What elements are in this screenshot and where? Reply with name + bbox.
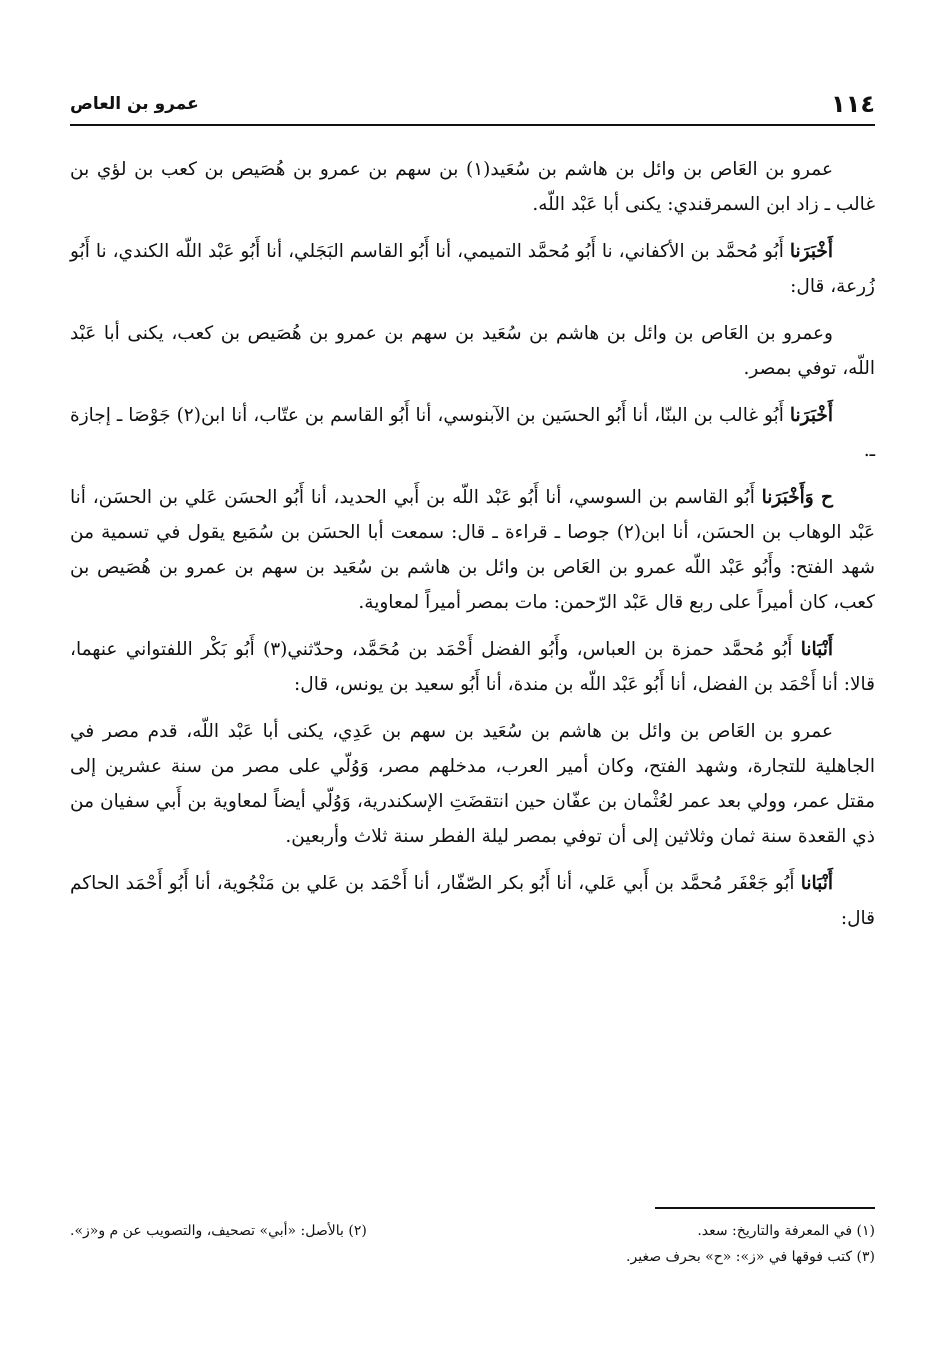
paragraph-5: ح وَأَخْبَرَنا أَبُو القاسم بن السوسي، أنا أَبُو عَبْد اللّه بن أَبي الحديد، أنا أَبُو الحسَن عَلي بن الحسَن، أنا عَبْد الوهاب بن الحسَن، أنا ابن(٢) جوصا ـ قراءة ـ قال: سمعت أبا الحسَن بن سُمَيع يقول في تسمية من شهد الفتح: وأَبُو عَبْد اللّه عمرو بن العَاص بن وائل بن هاشم بن سُعَيد بن سهم بن عمرو بن هُصَيص بن كعب، كان أميراً على ربع قال عَبْد الرّحمن: مات بمصر أميراً لمعاوية.: [70, 487, 875, 613]
footnote-row: [70, 1244, 875, 1270]
main-text: [70, 152, 875, 948]
isnad-lead: أَخْبَرَنا: [789, 405, 833, 426]
header-rule: [70, 124, 875, 126]
footnote-2: (٢) بالأصل: «أبي» تصحيف، والتصويب عن م و«ز».: [70, 1223, 367, 1239]
footnote-rule: [655, 1207, 875, 1209]
page-header: [70, 88, 875, 122]
paragraph-7: عمرو بن العَاص بن وائل بن هاشم بن سُعَيد بن سهم بن عَدِي، يكنى أبا عَبْد اللّه، قدم مصر في الجاهلية للتجارة، وشهد الفتح، وكان أمير العرب، مدخلهم مصر، وَوُلّي على مصر من سنة عشرين إلى مقتل عمر، وولي بعد عمر لعُثْمان بن عفّان حين انتقضَتِ الإسكندرية، وَوُلّي أيضاً لمعاوية بن أَبي سفيان من ذي القعدة سنة ثمان وثلاثين إلى أن توفي بمصر ليلة الفطر سنة ثلاث وأربعين.: [70, 721, 875, 847]
book-page: [70, 80, 875, 1300]
footnotes: [70, 1218, 875, 1270]
paragraph-8: أَنْبَانا أَبُو جَعْفَر مُحمَّد بن أَبي عَلي، أنا أَبُو بكر الصّفّار، أنا أَحْمَد بن عَلي بن مَنْجُوية، أنا أَبُو أَحْمَد الحاكم قال:: [70, 873, 875, 929]
page-number: ١١٤: [831, 90, 875, 118]
isnad-lead: أَنْبَانا: [800, 639, 834, 660]
footnote-3: (٣) كتب فوقها في «ز»: «ح» بحرف صغير.: [626, 1249, 875, 1265]
isnad-lead: أَخْبَرَنا: [789, 241, 833, 262]
paragraph-2: أَخْبَرَنا أَبُو مُحمَّد بن الأكفاني، نا أَبُو مُحمَّد التميمي، أنا أَبُو القاسم البَجَلي، أنا أَبُو عَبْد اللّه الكندي، نا أَبُو زُرعة، قال:: [70, 241, 875, 297]
footnote-row: [70, 1218, 875, 1244]
footnote-1: (١) في المعرفة والتاريخ: سعد.: [697, 1223, 875, 1239]
paragraph-6: أَنْبَانا أَبُو مُحمَّد حمزة بن العباس، وأَبُو الفضل أَحْمَد بن مُحَمَّد، وحدّثني(٣) أَبُو بَكْر اللفتواني عنهما، قالا: أنا أَحْمَد بن الفضل، أنا أَبُو عَبْد اللّه بن مندة، أنا أَبُو سعيد بن يونس، قال:: [70, 639, 875, 695]
isnad-lead: ح وَأَخْبَرَنا: [761, 487, 833, 508]
paragraph-3: وعمرو بن العَاص بن وائل بن هاشم بن سُعَيد بن سهم بن عمرو بن هُصَيص بن كعب، يكنى أبا عَبْد اللّه، توفي بمصر.: [70, 323, 875, 379]
paragraph-1: عمرو بن العَاص بن وائل بن هاشم بن سُعَيد(١) بن سهم بن عمرو بن هُصَيص بن كعب بن لؤي بن غالب ـ زاد ابن السمرقندي: يكنى أبا عَبْد اللّه.: [70, 159, 875, 215]
paragraph-4: أَخْبَرَنا أَبُو غالب بن البنّا، أنا أَبُو الحسَين بن الآبنوسي، أنا أَبُو القاسم بن عتّاب، أنا ابن(٢) جَوْصَا ـ إجازة ـ.: [70, 405, 875, 461]
running-title: عمرو بن العاص: [70, 94, 199, 114]
isnad-lead: أَنْبَانا: [800, 873, 833, 894]
